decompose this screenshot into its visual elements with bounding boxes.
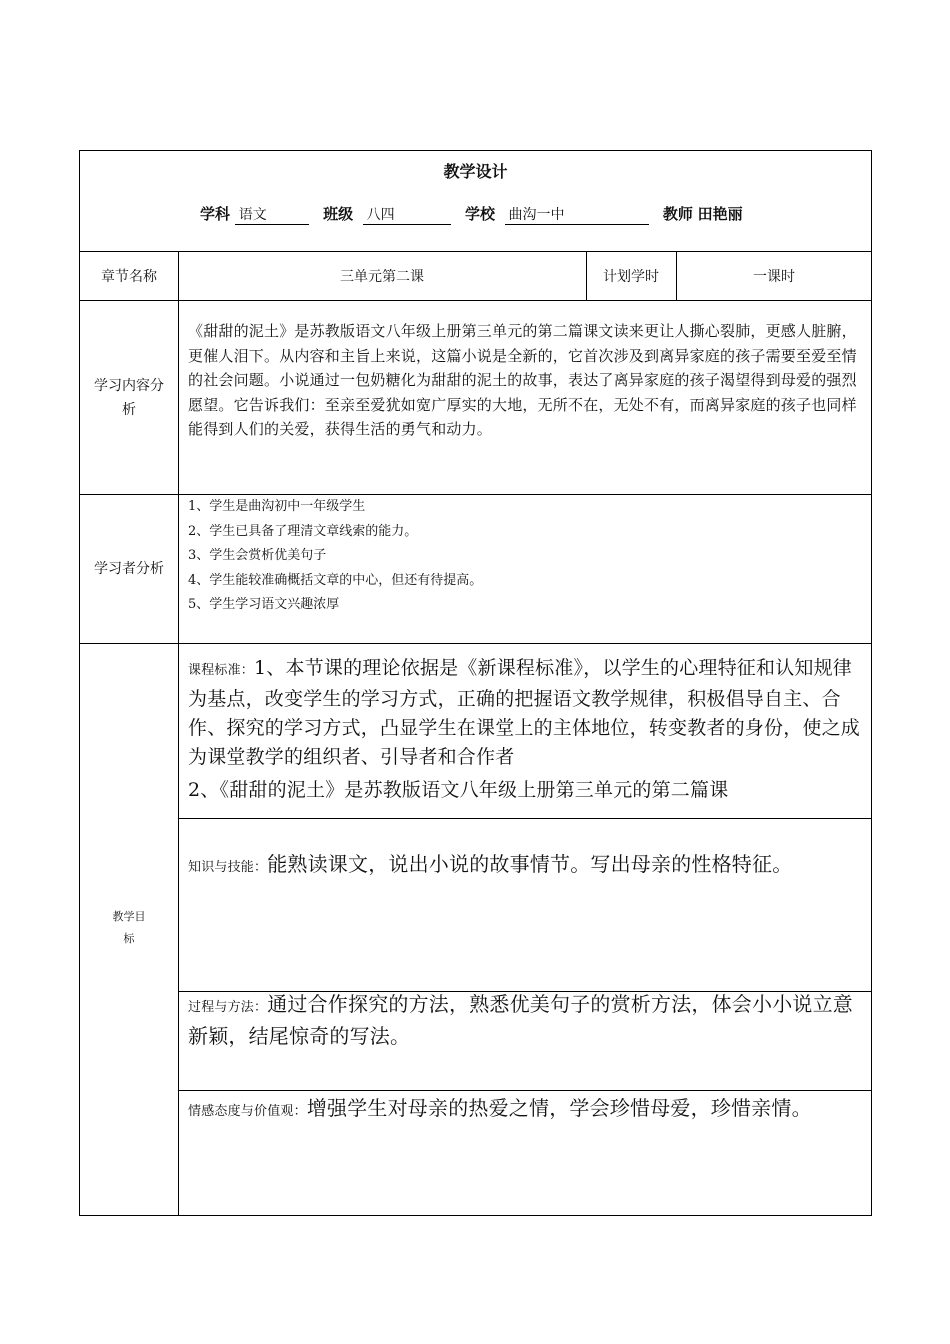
page-title: 教学设计 (443, 162, 508, 181)
meta-line (200, 203, 800, 225)
chapter-label: 章节名称 (101, 269, 157, 285)
school-value: 曲沟一中 (505, 204, 649, 225)
emotion-text: 增强学生对母亲的热爱之情，学会珍惜母爱，珍惜亲情。 (306, 1096, 812, 1120)
header-row (80, 151, 871, 252)
hours-value: 一课时 (753, 269, 795, 285)
standard-prefix: 课程标准： (188, 663, 255, 678)
subject-value: 语文 (235, 204, 309, 225)
school-label: 学校 (464, 205, 495, 223)
list-item: 3、学生会赏析优美句子 (188, 548, 327, 563)
content-analysis-text: 《甜甜的泥土》是苏教版语文八年级上册第三单元的第二篇课文读来更让人撕心裂肺，更感人脏腑，更催人泪下。从内容和主旨上来说，这篇小说是全新的，它首次涉及到离异家庭的孩子需要至爱至情的社会问题。小说通过一包奶糖化为甜甜的泥土的故事，表达了离异家庭的孩子渴望得到母爱的强烈愿望。它告诉我们：至亲至爱犹如宽广厚实的大地，无所不在，无处不有，而离异家庭的孩子也同样能得到人们的关爱，获得生活的勇气和动力。 (188, 322, 857, 438)
knowledge-prefix: 知识与技能： (188, 860, 268, 875)
hours-label: 计划学时 (603, 269, 659, 285)
learner-analysis-label: 学习者分析 (94, 561, 164, 577)
process-prefix: 过程与方法： (188, 1000, 268, 1015)
list-item: 4、学生能较准确概括文章的中心，但还有待提高。 (188, 572, 483, 588)
goals-label: 教学目标 (112, 910, 146, 945)
list-item: 5、学生学习语文兴趣浓厚 (188, 597, 340, 612)
class-label: 班级 (323, 205, 354, 223)
learner-list (188, 495, 863, 618)
knowledge-skills (188, 850, 863, 882)
content-analysis-row (80, 301, 871, 495)
goals-block (80, 644, 871, 1215)
class-value: 八四 (363, 204, 451, 225)
learner-analysis-row (80, 495, 871, 644)
standard-text-2: 2、《甜甜的泥土》是苏教版语文八年级上册第三单元的第二篇课 (188, 779, 729, 801)
knowledge-text: 能熟读课文，说出小说的故事情节。写出母亲的性格特征。 (267, 852, 793, 876)
teacher-value: 田艳丽 (697, 205, 743, 223)
process-method (188, 990, 863, 1052)
chapter-row (80, 252, 871, 301)
chapter-value: 三单元第二课 (340, 269, 424, 285)
course-standard (188, 654, 863, 804)
teacher-label: 教师 (662, 205, 693, 223)
subject-label: 学科 (200, 205, 231, 223)
lesson-plan-table (79, 150, 872, 1216)
list-item: 1、学生是曲沟初中一年级学生 (188, 499, 366, 514)
list-item: 2、学生已具备了理清文章线索的能力。 (188, 523, 418, 539)
process-text: 通过合作探究的方法，熟悉优美句子的赏析方法，体会小小说立意新颖，结尾惊奇的写法。 (188, 992, 854, 1048)
content-analysis-label: 学习内容分析 (94, 377, 164, 418)
emotion-prefix: 情感态度与价值观： (188, 1104, 307, 1119)
standard-text-1: 1、本节课的理论依据是《新课程标准》，以学生的心理特征和认知规律为基点，改变学生的学习方式，正确的把握语文教学规律，积极倡导自主、合作、探究的学习方式，凸显学生在课堂上的主体地位，转变教者的身份，使之成为课堂教学的组织者、引导者和合作者 (188, 657, 861, 768)
emotion-values (188, 1094, 863, 1126)
